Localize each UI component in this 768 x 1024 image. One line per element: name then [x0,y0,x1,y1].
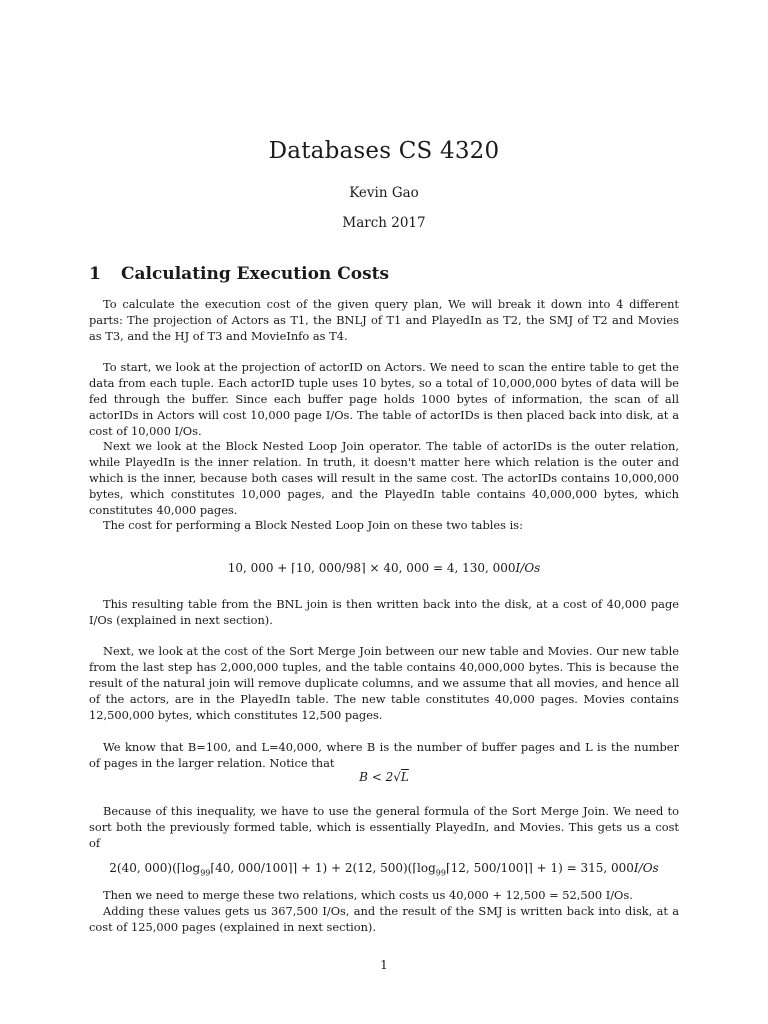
paragraph: Adding these values gets us 367,500 I/Os, and the result of the SMJ is written back into disk, at a cost of 125,000 pages (explained in next section). [89,904,679,934]
paragraph: Then we need to merge these two relations, which costs us 40,000 + 12,500 = 52,500 I/Os. [103,888,633,902]
page-number: 1 [380,958,388,972]
equation-smj-sort-cost: 2(40, $000)(⌈\log_{99}⌈40$, 000/100⌉⌉ + 1) + 2(12, $500)(⌈\log_{99}⌈12$, 500/100⌉⌉ + 1) = 315, 000I/Os [109,861,659,878]
section-number: 1 [89,264,101,284]
paragraph: Next we look at the Block Nested Loop Join operator. The table of actorIDs is the outer relation, while PlayedIn is the inner relation. In truth, it doesn't matter here which relation is the outer and which is the inner, because both cases will result in the same cost. The actorIDs contains 10,000,000 bytes, which constitutes 10,000 pages, and the PlayedIn table contains 40,000,000 bytes, which constitutes 40,000 pages. [89,439,679,517]
paragraph: To start, we look at the projection of actorID on Actors. We need to scan the entire table to get the data from each tuple. Each actorID tuple uses 10 bytes, so a total of 10,000,000 bytes of data will be fed through the buffer. Since each buffer page holds 1000 bytes of information, the scan of all actorIDs in Actors will cost 10,000 page I/Os. The table of actorIDs is then placed back into disk, at a cost of 10,000 I/Os. [89,360,679,438]
equation-bnlj-cost: 10, 000 + ⌈10, 000/98⌉ × 40, 000 = 4, 130, 000I/Os [227,561,541,575]
author-name: Kevin Gao [349,185,419,201]
paragraph: This resulting table from the BNL join is then written back into the disk, at a cost of 40,000 page I/Os (explained in next section). [89,597,679,627]
paragraph: To calculate the execution cost of the given query plan, We will break it down into 4 different parts: The projection of Actors as T1, the BNLJ of T1 and PlayedIn as T2, the SMJ of T2 and Movies as T3, and the HJ of T3 and MovieInfo as T4. [89,297,679,343]
paragraph: The cost for performing a Block Nested Loop Join on these two tables is: [103,518,523,532]
paragraph: Because of this inequality, we have to use the general formula of the Sort Merge Join. We need to sort both the previously formed table, which is essentially PlayedIn, and Movies. This gets us a cost of [89,804,679,850]
section-title: Calculating Execution Costs [121,264,390,284]
equation-inequality: B < 2√L [359,770,409,784]
paragraph: We know that B=100, and L=40,000, where B is the number of buffer pages and L is the number of pages in the larger relation. Notice that [89,740,679,770]
document-date: March 2017 [342,215,426,231]
section-heading [89,264,389,284]
paragraph: Next, we look at the cost of the Sort Merge Join between our new table and Movies. Our new table from the last step has 2,000,000 tuples, and the table contains 40,000,000 bytes. This is because the result of the natural join will remove duplicate columns, and we assume that all movies, and hence all of the actors, are in the PlayedIn table. The new table constitutes 40,000 pages. Movies contains 12,500,000 bytes, which constitutes 12,500 pages. [89,644,679,722]
document-title: Databases CS 4320 [268,138,500,164]
